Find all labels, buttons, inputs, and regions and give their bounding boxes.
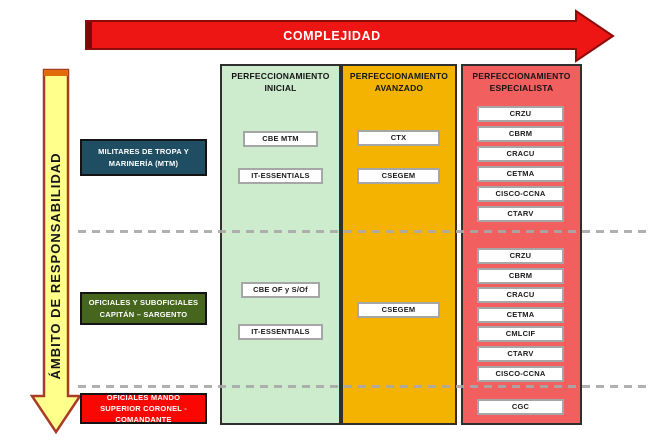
course-box: CBE OF y S/Of	[241, 282, 320, 298]
course-box: CRZU	[477, 106, 564, 122]
row-label-oficiales-suboficiales: OFICIALES Y SUBOFICIALES CAPITÁN – SARGENTO	[80, 292, 207, 325]
row-separator-dashed-line	[78, 230, 648, 233]
course-box: CISCO-CCNA	[477, 186, 564, 202]
course-box: IT-ESSENTIALS	[238, 324, 323, 340]
column-header-avanzado: PERFECCIONAMIENTO AVANZADO	[349, 71, 449, 93]
row-label-oficiales-mando-superior: OFICIALES MANDO SUPERIOR CORONEL - COMANDANTE	[80, 393, 207, 424]
responsibility-arrow-icon	[28, 66, 88, 440]
column-perfeccionamiento-inicial	[220, 64, 341, 425]
course-box: CSEGEM	[357, 302, 440, 318]
course-box: CSEGEM	[357, 168, 440, 184]
column-perfeccionamiento-avanzado	[341, 64, 457, 425]
responsibility-arrow-label: ÁMBITO DE RESPONSABILIDAD	[48, 152, 63, 380]
row-separator-dashed-line	[78, 385, 648, 388]
complexity-arrow-label: COMPLEJIDAD	[283, 29, 381, 43]
course-box: CETMA	[477, 307, 564, 323]
course-box: CGC	[477, 399, 564, 415]
course-box: CBRM	[477, 268, 564, 284]
course-box: CISCO-CCNA	[477, 366, 564, 382]
course-box: CRACU	[477, 287, 564, 303]
course-box: CETMA	[477, 166, 564, 182]
row-label-militares-tropa-marineria: MILITARES DE TROPA Y MARINERÍA (MTM)	[80, 139, 207, 176]
course-box: CTARV	[477, 346, 564, 362]
course-box: CMLCIF	[477, 326, 564, 342]
course-box: CBE MTM	[243, 131, 318, 147]
course-box: CTX	[357, 130, 440, 146]
course-box: CRACU	[477, 146, 564, 162]
course-box: IT-ESSENTIALS	[238, 168, 323, 184]
course-box: CTARV	[477, 206, 564, 222]
complexity-arrow-icon	[0, 0, 650, 64]
column-header-inicial: PERFECCIONAMIENTO INICIAL	[231, 71, 330, 93]
column-header-especialista: PERFECCIONAMIENTO ESPECIALISTA	[472, 71, 571, 93]
course-box: CBRM	[477, 126, 564, 142]
course-box: CRZU	[477, 248, 564, 264]
